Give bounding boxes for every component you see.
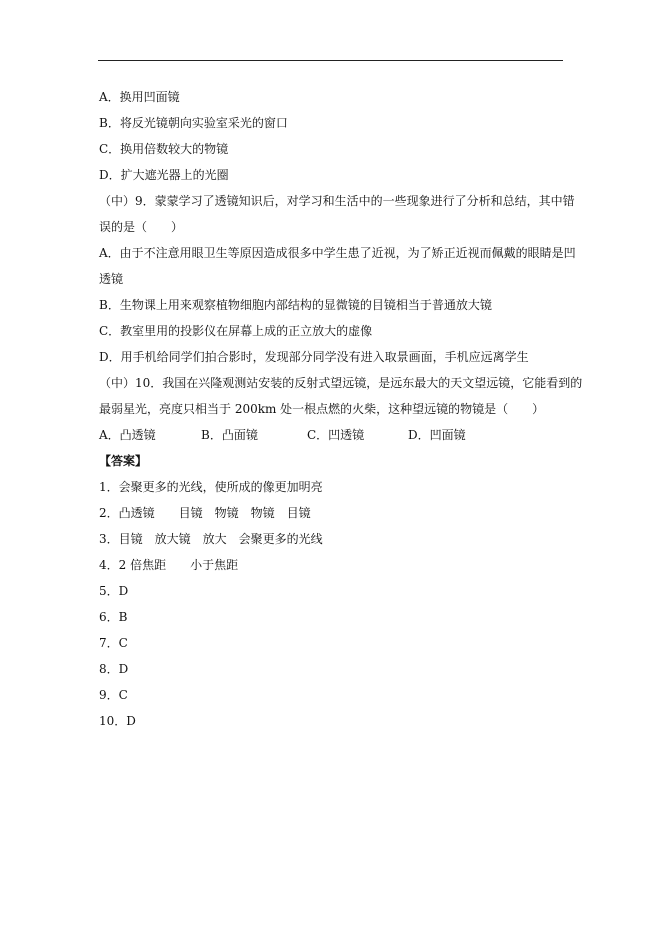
q10-stem-line-1: （中）10．我国在兴隆观测站安装的反射式望远镜，是远东最大的天文望远镜，它能看到的 bbox=[99, 376, 583, 390]
answer-2: 2．凸透镜 目镜 物镜 物镜 目镜 bbox=[99, 506, 311, 520]
q9-option-b: B．生物课上用来观察植物细胞内部结构的显微镜的目镜相当于普通放大镜 bbox=[99, 298, 492, 312]
q10-stem-line-2: 最弱星光，亮度只相当于 200km 处一根点燃的火柴，这种望远镜的物镜是（ ） bbox=[99, 402, 545, 416]
answer-4: 4．2 倍焦距 小于焦距 bbox=[99, 558, 239, 572]
q9-stem-line-2: 误的是（ ） bbox=[99, 220, 184, 234]
q10-option-d: D．凹面镜 bbox=[408, 428, 466, 442]
answer-heading: 【答案】 bbox=[99, 454, 148, 468]
q9-option-a-line-1: A．由于不注意用眼卫生等原因造成很多中学生患了近视，为了矫正近视而佩戴的眼睛是凹 bbox=[99, 246, 576, 260]
q8-option-b: B．将反光镜朝向实验室采光的窗口 bbox=[99, 116, 288, 130]
q8-option-c: C．换用倍数较大的物镜 bbox=[99, 142, 229, 156]
answer-7: 7．C bbox=[99, 636, 128, 650]
q8-option-a: A．换用凹面镜 bbox=[99, 90, 180, 104]
q10-option-a: A．凸透镜 bbox=[99, 428, 156, 442]
q9-option-a-line-2: 透镜 bbox=[99, 272, 124, 286]
q8-option-d: D．扩大遮光器上的光圈 bbox=[99, 168, 229, 182]
q10-option-b: B．凸面镜 bbox=[201, 428, 258, 442]
q9-option-c: C．教室里用的投影仪在屏幕上成的正立放大的虚像 bbox=[99, 324, 373, 338]
page-content bbox=[99, 84, 583, 734]
answer-6: 6．B bbox=[99, 610, 128, 624]
header-rule bbox=[98, 60, 563, 61]
q10-options bbox=[99, 422, 565, 448]
answer-9: 9．C bbox=[99, 688, 128, 702]
q10-option-c: C．凹透镜 bbox=[307, 428, 365, 442]
q9-stem-line-1: （中）9．蒙蒙学习了透镜知识后，对学习和生活中的一些现象进行了分析和总结，其中错 bbox=[99, 194, 575, 208]
answer-5: 5．D bbox=[99, 584, 129, 598]
answer-10: 10．D bbox=[99, 714, 136, 728]
q9-option-d: D．用手机给同学们拍合影时，发现部分同学没有进入取景画面，手机应远离学生 bbox=[99, 350, 529, 364]
answer-1: 1．会聚更多的光线，使所成的像更加明亮 bbox=[99, 480, 323, 494]
answer-3: 3．目镜 放大镜 放大 会聚更多的光线 bbox=[99, 532, 323, 546]
answer-8: 8．D bbox=[99, 662, 129, 676]
